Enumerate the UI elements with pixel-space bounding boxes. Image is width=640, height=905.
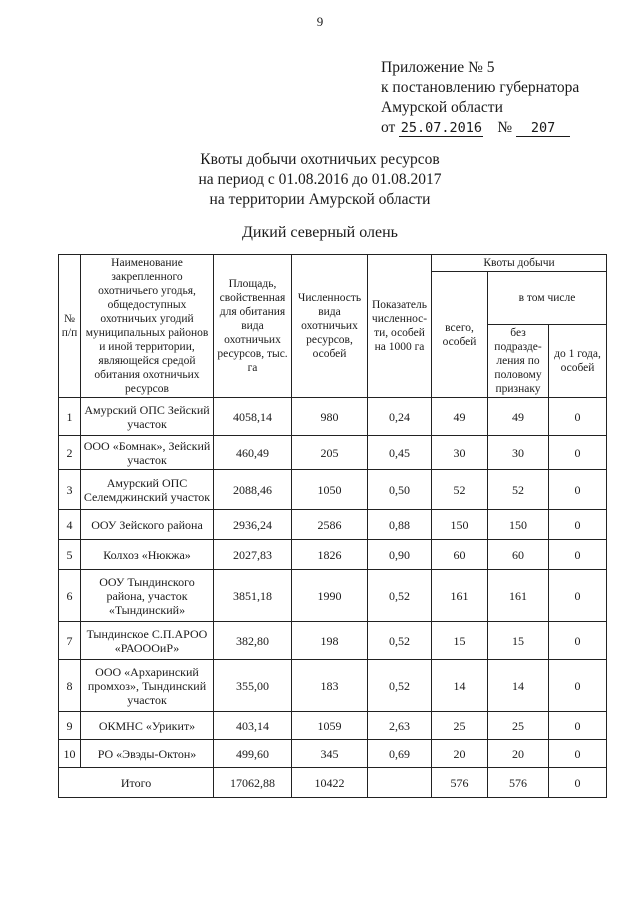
cell-under-one: 0 — [549, 510, 607, 540]
page-number: 9 — [316, 14, 324, 29]
cell-area: 4058,14 — [214, 398, 292, 436]
table-row — [59, 740, 607, 768]
cell-under-one: 0 — [549, 470, 607, 510]
cell-no-gender: 20 — [488, 740, 549, 768]
cell-total: 150 — [432, 510, 488, 540]
header-name: Наименование закрепленного охотничьего угодья, общедоступных охотничьих угодий муниципальных районов и иной территории, являющейся средой обитания охотничьих ресурсов — [81, 255, 214, 398]
cell-area: 382,80 — [214, 622, 292, 660]
cell-area: 403,14 — [214, 712, 292, 740]
cell-num: 5 — [59, 540, 81, 570]
cell-num: 1 — [59, 398, 81, 436]
table-row — [59, 510, 607, 540]
table-row — [59, 540, 607, 570]
totals-no-gender: 576 — [488, 768, 549, 798]
cell-num: 2 — [59, 436, 81, 470]
cell-num: 8 — [59, 660, 81, 712]
header-quota-group: Квоты добычи — [432, 255, 607, 272]
header-incl-group: в том числе — [488, 272, 607, 325]
cell-num: 4 — [59, 510, 81, 540]
cell-num: 6 — [59, 570, 81, 622]
cell-indicator: 0,90 — [368, 540, 432, 570]
cell-population: 2586 — [292, 510, 368, 540]
cell-area: 3851,18 — [214, 570, 292, 622]
cell-no-gender: 60 — [488, 540, 549, 570]
cell-under-one: 0 — [549, 740, 607, 768]
totals-indicator — [368, 768, 432, 798]
cell-total: 161 — [432, 570, 488, 622]
totals-under-one: 0 — [549, 768, 607, 798]
cell-indicator: 0,52 — [368, 622, 432, 660]
cell-under-one: 0 — [549, 660, 607, 712]
cell-total: 15 — [432, 622, 488, 660]
title-line-1: Квоты добычи охотничьих ресурсов — [200, 151, 440, 168]
cell-indicator: 0,52 — [368, 660, 432, 712]
table-row — [59, 712, 607, 740]
cell-num: 3 — [59, 470, 81, 510]
header-area: Площадь, свойственная для обитания вида охотничьих ресурсов, тыс. га — [214, 255, 292, 398]
table-row — [59, 436, 607, 470]
cell-name: Амурский ОПС Селемджинский участок — [81, 470, 214, 510]
header-population: Численность вида охотничьих ресурсов, особей — [292, 255, 368, 398]
header-num: № п/п — [59, 255, 81, 398]
cell-population: 1059 — [292, 712, 368, 740]
appendix-decree: к постановлению губернатора — [381, 79, 580, 96]
cell-under-one: 0 — [549, 570, 607, 622]
cell-total: 20 — [432, 740, 488, 768]
table-row — [59, 570, 607, 622]
cell-population: 1826 — [292, 540, 368, 570]
header-total: всего, особей — [432, 272, 488, 398]
cell-indicator: 0,69 — [368, 740, 432, 768]
cell-name: Амурский ОПС Зейский участок — [81, 398, 214, 436]
table-row — [59, 398, 607, 436]
title-line-3: на территории Амурской области — [209, 191, 431, 208]
cell-indicator: 0,52 — [368, 570, 432, 622]
cell-total: 14 — [432, 660, 488, 712]
cell-indicator: 0,24 — [368, 398, 432, 436]
quota-table — [58, 254, 607, 798]
cell-name: ОКМНС «Урикит» — [81, 712, 214, 740]
header-indicator: Показатель численнос-ти, особей на 1000 га — [368, 255, 432, 398]
cell-no-gender: 25 — [488, 712, 549, 740]
date-prefix: от — [381, 119, 396, 136]
cell-under-one: 0 — [549, 398, 607, 436]
totals-label: Итого — [59, 768, 214, 798]
cell-no-gender: 52 — [488, 470, 549, 510]
cell-name: ООУ Зейского района — [81, 510, 214, 540]
cell-population: 198 — [292, 622, 368, 660]
number-prefix: № — [497, 119, 513, 136]
title-line-2: на период с 01.08.2016 до 01.08.2017 — [198, 171, 442, 188]
appendix-date-line — [381, 118, 579, 138]
cell-population: 345 — [292, 740, 368, 768]
table-row — [59, 660, 607, 712]
species-subtitle: Дикий северный олень — [242, 224, 398, 241]
cell-total: 52 — [432, 470, 488, 510]
cell-indicator: 0,45 — [368, 436, 432, 470]
cell-area: 460,49 — [214, 436, 292, 470]
totals-row — [59, 768, 607, 798]
appendix-block — [381, 58, 579, 138]
cell-name: Колхоз «Нюкжа» — [81, 540, 214, 570]
cell-no-gender: 150 — [488, 510, 549, 540]
cell-area: 2027,83 — [214, 540, 292, 570]
cell-area: 2088,46 — [214, 470, 292, 510]
cell-no-gender: 161 — [488, 570, 549, 622]
cell-indicator: 0,88 — [368, 510, 432, 540]
cell-population: 1990 — [292, 570, 368, 622]
header-no-gender: без подразде-ления по половому признаку — [488, 325, 549, 398]
cell-under-one: 0 — [549, 622, 607, 660]
cell-no-gender: 49 — [488, 398, 549, 436]
cell-num: 7 — [59, 622, 81, 660]
appendix-title: Приложение № 5 — [381, 59, 495, 76]
cell-indicator: 2,63 — [368, 712, 432, 740]
cell-name: РО «Эвэды-Октон» — [81, 740, 214, 768]
table-row — [59, 470, 607, 510]
cell-under-one: 0 — [549, 436, 607, 470]
decree-date: 25.07.2016 — [400, 120, 482, 136]
cell-num: 10 — [59, 740, 81, 768]
cell-indicator: 0,50 — [368, 470, 432, 510]
decree-number: 207 — [516, 121, 570, 137]
cell-name: ООО «Архаринский промхоз», Тындинский участок — [81, 660, 214, 712]
cell-no-gender: 15 — [488, 622, 549, 660]
document-title — [0, 150, 640, 210]
cell-under-one: 0 — [549, 540, 607, 570]
totals-population: 10422 — [292, 768, 368, 798]
cell-no-gender: 30 — [488, 436, 549, 470]
cell-population: 183 — [292, 660, 368, 712]
cell-name: ООО «Бомнак», Зейский участок — [81, 436, 214, 470]
cell-no-gender: 14 — [488, 660, 549, 712]
cell-area: 499,60 — [214, 740, 292, 768]
cell-total: 25 — [432, 712, 488, 740]
appendix-region: Амурской области — [381, 99, 503, 116]
cell-name: Тындинское С.П.АРОО «РАОООиР» — [81, 622, 214, 660]
cell-area: 2936,24 — [214, 510, 292, 540]
table-row — [59, 622, 607, 660]
cell-total: 49 — [432, 398, 488, 436]
cell-total: 30 — [432, 436, 488, 470]
totals-area: 17062,88 — [214, 768, 292, 798]
cell-num: 9 — [59, 712, 81, 740]
totals-total: 576 — [432, 768, 488, 798]
cell-population: 205 — [292, 436, 368, 470]
cell-population: 980 — [292, 398, 368, 436]
cell-total: 60 — [432, 540, 488, 570]
header-under-one: до 1 года, особей — [549, 325, 607, 398]
cell-under-one: 0 — [549, 712, 607, 740]
cell-name: ООУ Тындинского района, участок «Тындинский» — [81, 570, 214, 622]
cell-area: 355,00 — [214, 660, 292, 712]
cell-population: 1050 — [292, 470, 368, 510]
